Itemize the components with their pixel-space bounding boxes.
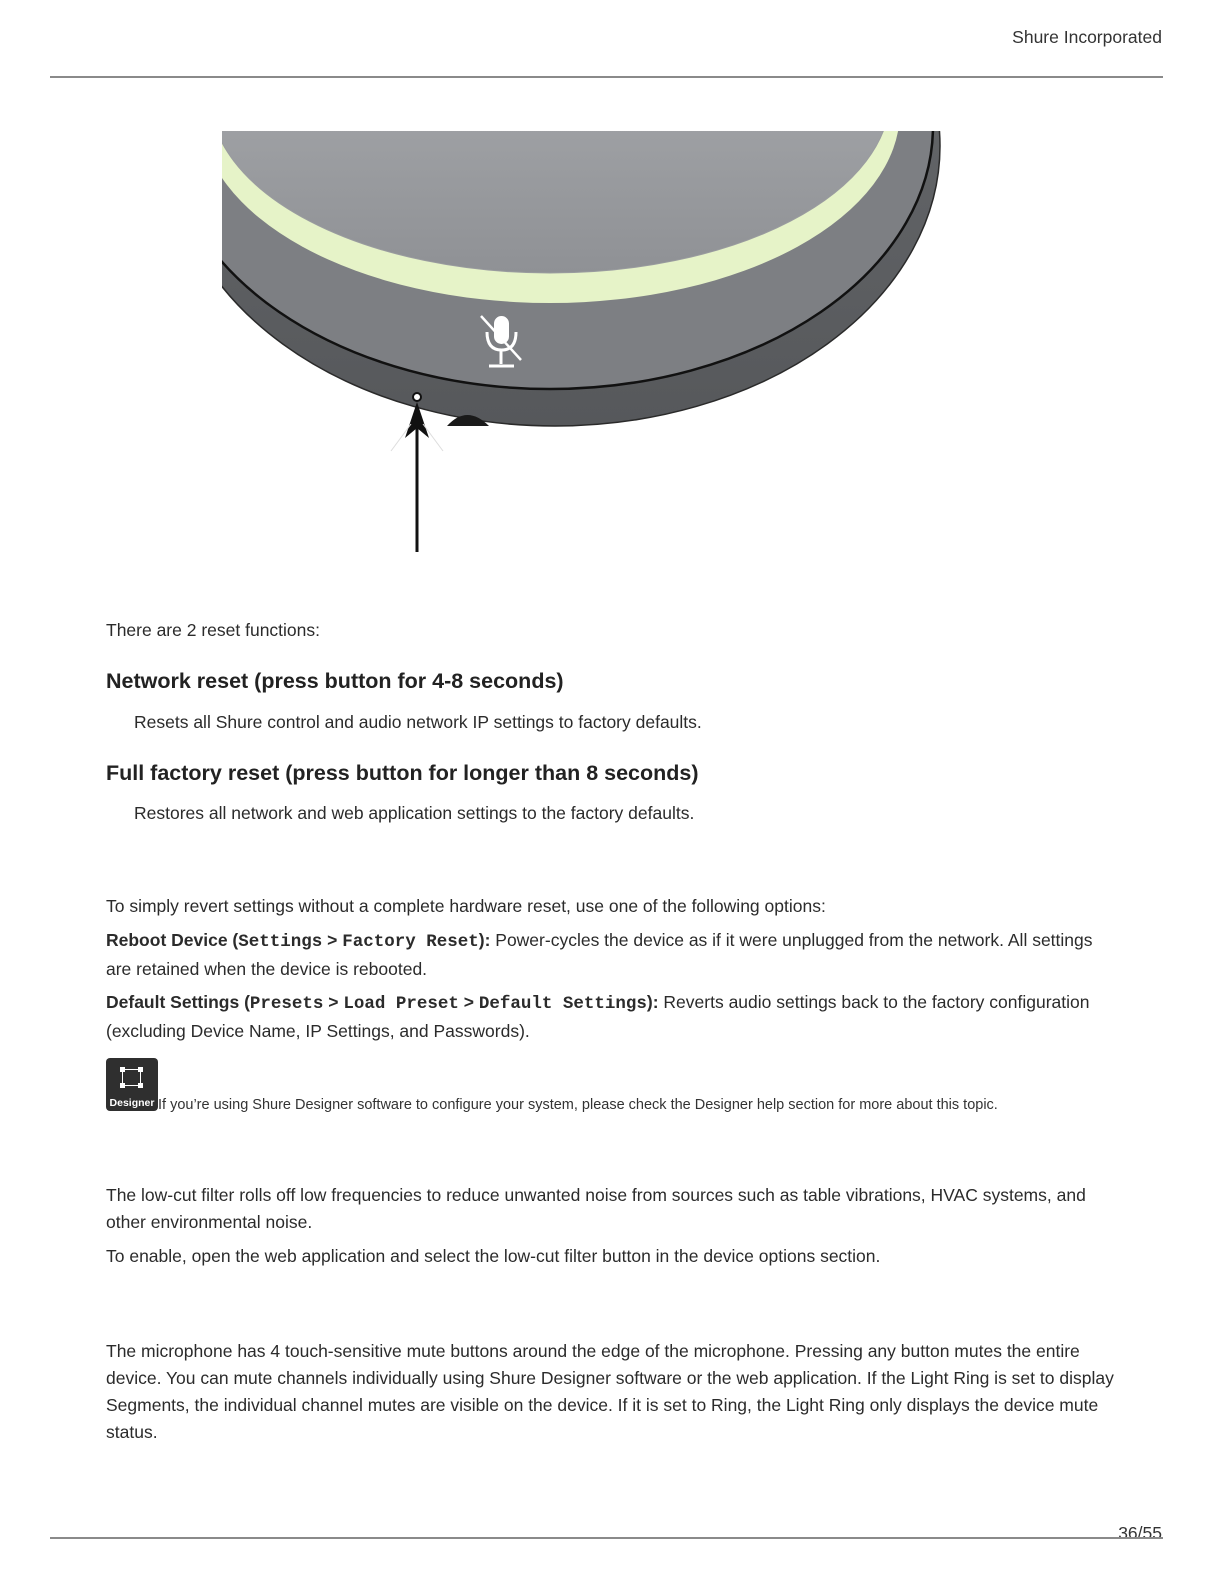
- designer-icon-label: Designer: [109, 1097, 155, 1109]
- lowcut-enable-instructions: To enable, open the web application and select the low-cut filter button in the device options section.: [106, 1246, 881, 1266]
- default-path-load-preset: Load Preset: [343, 994, 459, 1014]
- reboot-path-settings: Settings: [238, 932, 323, 952]
- lowcut-description: The low-cut filter rolls off low frequencies to reduce unwanted noise from sources such as table vibrations, HVAC systems, and other environmental noise.: [106, 1185, 1086, 1232]
- reboot-label-close: ):: [478, 930, 491, 950]
- device-reset-illustration: [215, 126, 955, 566]
- reboot-path-separator: >: [322, 930, 343, 950]
- reset-intro: There are 2 reset functions:: [106, 620, 320, 640]
- mute-description: The microphone has 4 touch-sensitive mute buttons around the edge of the microphone. Pressing any button mutes the entire device. You can mute channels individually using Shure Designer software or the web application. If the Light Ring is set to display Segments, the individual channel mutes are visible on the device. If it is set to Ring, the Light Ring only displays the device mute status.: [106, 1341, 1114, 1442]
- default-label: Default Settings (: [106, 992, 250, 1012]
- factory-reset-heading: Full factory reset (press button for longer than 8 seconds): [106, 761, 699, 785]
- default-path-default-settings: Default Settings: [478, 994, 647, 1014]
- network-reset-heading: Network reset (press button for 4-8 seconds): [106, 669, 564, 693]
- reboot-path-factory-reset: Factory Reset: [342, 932, 479, 952]
- network-reset-description: Resets all Shure control and audio network IP settings to factory defaults.: [134, 712, 702, 732]
- default-description: Reverts audio settings back to the factory configuration (excluding Device Name, IP Settings, and Passwords).: [106, 992, 1090, 1041]
- header-divider: [50, 76, 1163, 78]
- default-path-separator-2: >: [458, 992, 479, 1012]
- page-number: 36/55: [1118, 1523, 1162, 1543]
- designer-icon: [106, 1058, 158, 1111]
- default-path-presets: Presets: [249, 994, 324, 1014]
- default-label-close: ):: [646, 992, 659, 1012]
- reboot-label: Reboot Device (: [106, 930, 239, 950]
- default-settings-paragraph: [106, 989, 1116, 1045]
- reboot-device-paragraph: [106, 927, 1116, 983]
- factory-reset-description: Restores all network and web application settings to the factory defaults.: [134, 803, 695, 823]
- reboot-description: Power-cycles the device as if it were unplugged from the network. All settings are retained when the device is rebooted.: [106, 930, 1093, 979]
- designer-note: If you’re using Shure Designer software to configure your system, please check the Designer help section for more about this topic.: [158, 1097, 998, 1113]
- default-path-separator-1: >: [323, 992, 344, 1012]
- arrow-up-icon: [391, 402, 443, 552]
- company-name: Shure Incorporated: [1012, 27, 1162, 47]
- device-reset-svg: [215, 126, 955, 566]
- reset-pinhole: [413, 393, 421, 401]
- revert-intro: To simply revert settings without a complete hardware reset, use one of the following options:: [106, 896, 826, 916]
- footer-divider: [50, 1537, 1163, 1539]
